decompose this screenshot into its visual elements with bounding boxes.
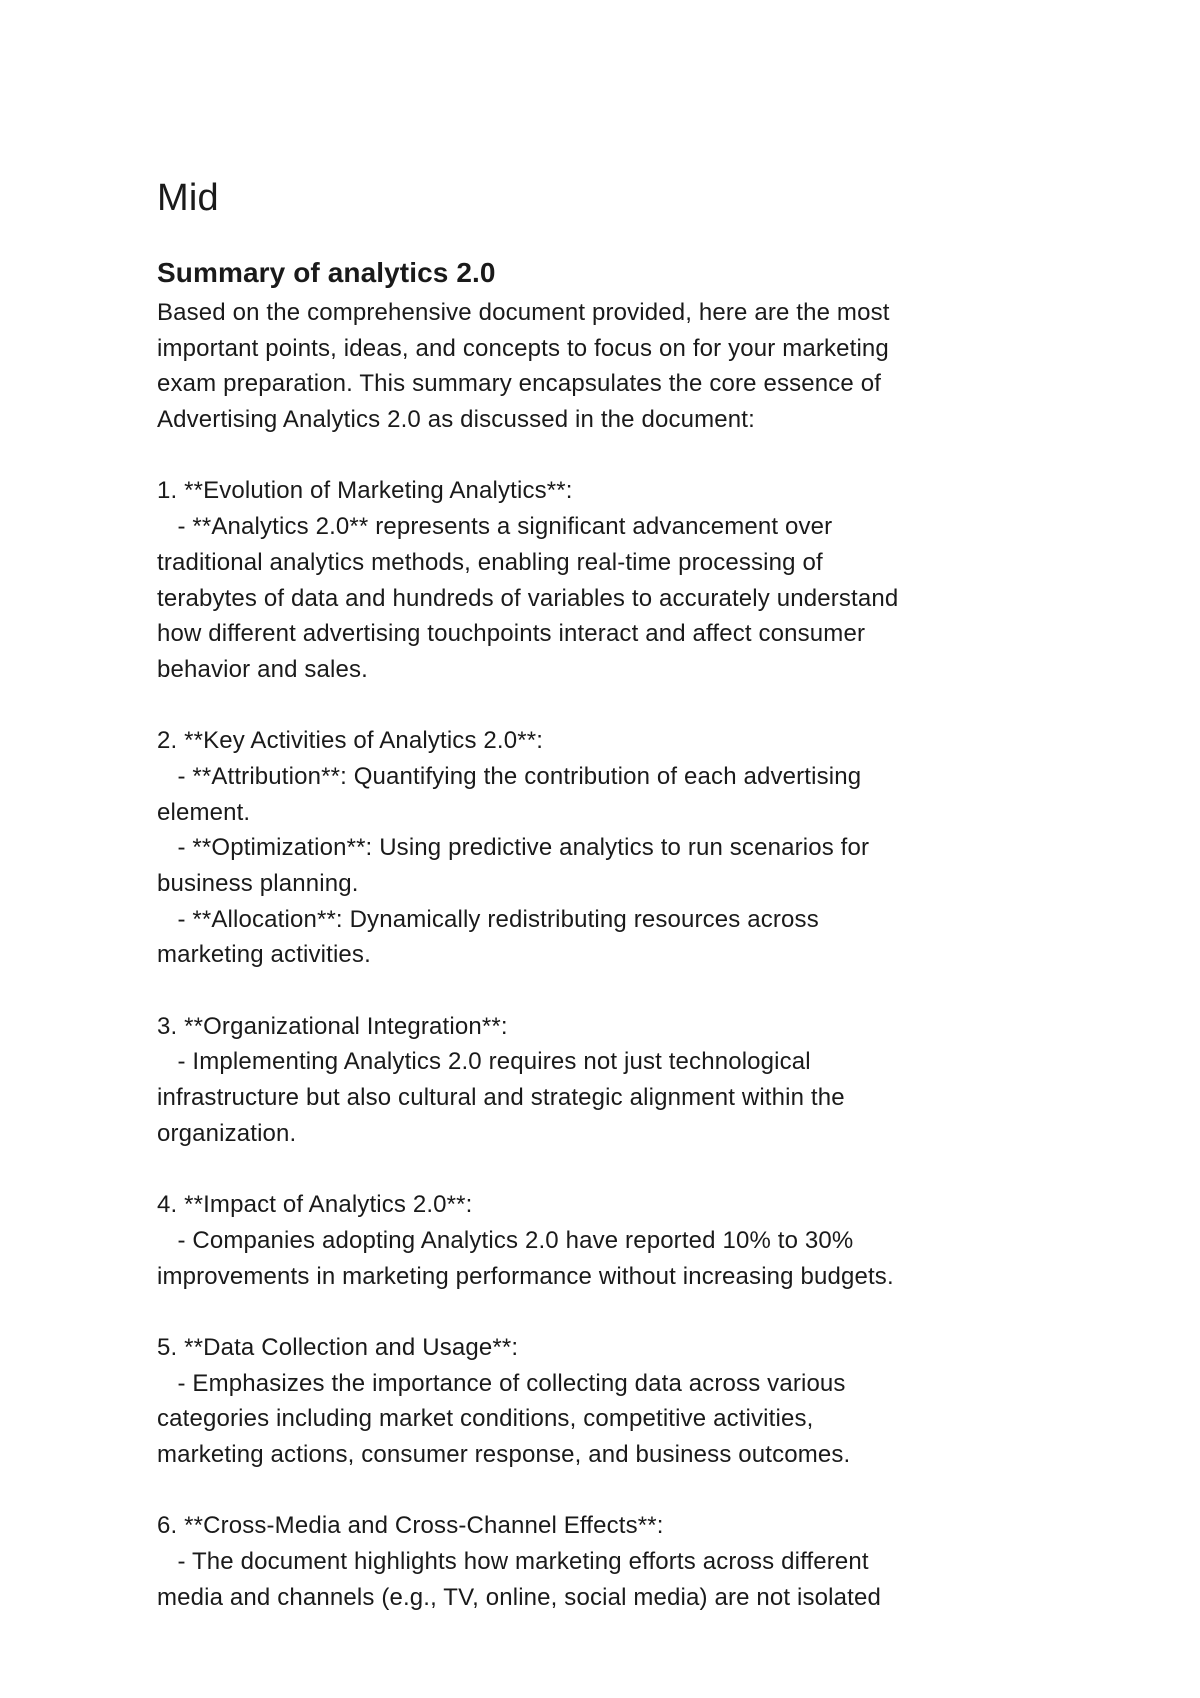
body-line: - Emphasizes the importance of collecting data across various (157, 1369, 846, 1397)
body-line: business planning. (157, 870, 359, 897)
blank-line (157, 438, 1057, 474)
body-line: categories including market conditions, competitive activities, (157, 1405, 814, 1433)
document-title: Mid (157, 177, 219, 219)
blank-line (157, 688, 1057, 724)
body-line: behavior and sales. (157, 655, 368, 683)
body-line: - **Analytics 2.0** represents a significant advancement over (157, 513, 833, 541)
body-line: - Companies adopting Analytics 2.0 have reported 10% to 30% (157, 1226, 854, 1254)
body-line: - The document highlights how marketing efforts across different (157, 1548, 869, 1576)
body-line: - **Attribution**: Quantifying the contribution of each advertising (157, 762, 862, 790)
body-line: media and channels (e.g., TV, online, social media) are not isolated (157, 1583, 881, 1611)
list-item-heading: 5. **Data Collection and Usage**: (157, 1333, 519, 1361)
list-item-heading: 3. **Organizational Integration**: (157, 1012, 508, 1040)
body-line: marketing activities. (157, 941, 371, 969)
body-line: improvements in marketing performance without increasing budgets. (157, 1262, 894, 1290)
blank-line (157, 1152, 1057, 1188)
section-heading: Summary of analytics 2.0 (157, 257, 496, 288)
blank-line (157, 1473, 1057, 1509)
body-line: Advertising Analytics 2.0 as discussed in the document: (157, 406, 755, 434)
blank-line (157, 1294, 1057, 1330)
body-line: exam preparation. This summary encapsulates the core essence of (157, 370, 882, 398)
body-line: - Implementing Analytics 2.0 requires not just technological (157, 1048, 811, 1076)
list-item-heading: 4. **Impact of Analytics 2.0**: (157, 1191, 473, 1219)
body-line: terabytes of data and hundreds of variables to accurately understand (157, 584, 899, 612)
body-line: how different advertising touchpoints interact and affect consumer (157, 620, 866, 648)
body-line: element. (157, 798, 251, 826)
body-line: traditional analytics methods, enabling real-time processing of (157, 548, 823, 576)
body-line: infrastructure but also cultural and strategic alignment within the (157, 1084, 845, 1112)
body-line: marketing actions, consumer response, and business outcomes. (157, 1441, 851, 1468)
list-item-heading: 1. **Evolution of Marketing Analytics**: (157, 477, 573, 505)
body-line: - **Allocation**: Dynamically redistributing resources across (157, 905, 819, 933)
document-page (157, 170, 1057, 1611)
body-line: important points, ideas, and concepts to focus on for your marketing (157, 334, 889, 362)
list-item-heading: 2. **Key Activities of Analytics 2.0**: (157, 727, 544, 755)
blank-line (157, 973, 1057, 1009)
document-body (157, 295, 1057, 1615)
body-line: - **Optimization**: Using predictive analytics to run scenarios for (157, 834, 870, 862)
body-line: organization. (157, 1119, 297, 1147)
body-line: Based on the comprehensive document provided, here are the most (157, 299, 890, 326)
list-item-heading: 6. **Cross-Media and Cross-Channel Effects**: (157, 1512, 664, 1540)
